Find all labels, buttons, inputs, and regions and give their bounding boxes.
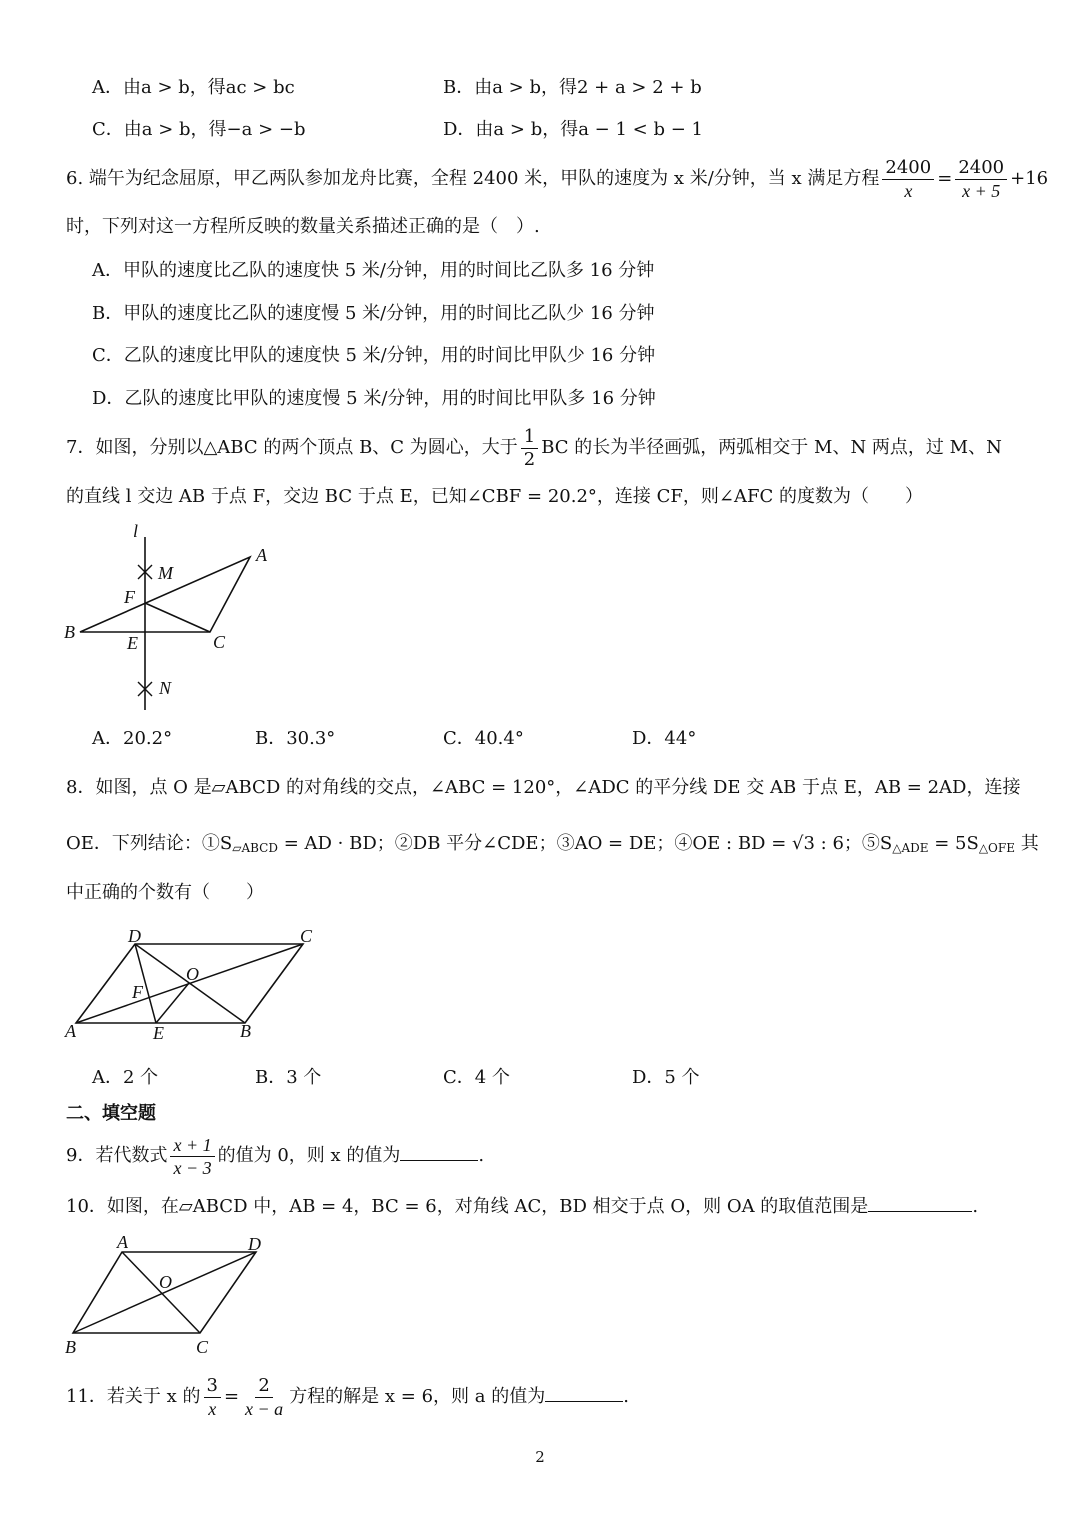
q8-stem-text-d: 其 (1014, 833, 1039, 854)
q9-fraction (170, 1134, 214, 1179)
q7-label-n: N (159, 678, 172, 698)
q8-option-d: D．5 个 (632, 1067, 700, 1088)
q7-label-a: A (256, 545, 267, 565)
q7-figure (60, 515, 290, 725)
q11-frac2-numerator: 2 (255, 1375, 272, 1398)
q10-answer-blank[interactable] (868, 1193, 972, 1212)
q9-answer-blank[interactable] (400, 1142, 478, 1161)
q6-equals: = (937, 168, 953, 189)
q9-stem (66, 1132, 484, 1180)
q7-stem-line2: 的直线 l 交边 AB 于点 F，交边 BC 于点 E，已知∠CBF = 20.2°，连接 CF，则∠AFC 的度数为（ ） (66, 486, 923, 507)
q7-label-f: F (124, 587, 135, 607)
q6-fraction-2 (955, 157, 1007, 202)
q8-label-d: D (128, 926, 141, 946)
q11-stem-text: 11．若关于 x 的 (66, 1386, 201, 1407)
q10-stem-text: 10．如图，在▱ABCD 中，AB = 4，BC = 6，对角线 AC，BD 相交于点 O，则 OA 的取值范围是 (66, 1196, 869, 1217)
q5-option-c: C．由a > b，得−a > −b (92, 119, 306, 140)
q10-label-b: B (65, 1337, 76, 1357)
q8-stem-text-b: = AD · BD；②DB 平分∠CDE；③AO = DE；④OE : BD = √3 : 6；⑤S (277, 833, 893, 854)
q6-frac1-denominator: x (904, 180, 913, 201)
q6-stem-line2: 时，下列对这一方程所反映的数量关系描述正确的是（ ）. (66, 216, 540, 237)
q6-frac2-numerator: 2400 (955, 157, 1007, 180)
q7-option-d: D．44° (632, 728, 697, 749)
q11-equals: = (223, 1386, 240, 1407)
q9-stem-text-2: 的值为 0，则 x 的值为 (217, 1145, 401, 1166)
q9-frac-denominator: x − 3 (173, 1157, 212, 1178)
q6-option-d: D．乙队的速度比甲队的速度慢 5 米/分钟，用的时间比甲队多 16 分钟 (92, 388, 656, 409)
q10-label-o: O (159, 1272, 172, 1292)
q10-label-c: C (196, 1337, 209, 1357)
q6-fraction-1 (882, 157, 934, 202)
q5-option-a: A．由a > b，得ac > bc (92, 77, 295, 98)
q7-label-c: C (213, 632, 226, 652)
q9-stem-text: 9．若代数式 (66, 1145, 168, 1166)
q8-option-b: B．3 个 (255, 1067, 322, 1088)
q8-option-a: A．2 个 (92, 1067, 159, 1088)
q7-label-e: E (127, 633, 138, 653)
q7-label-l: l (133, 521, 139, 541)
q8-label-e: E (153, 1023, 164, 1043)
q5-option-d: D．由a > b，得a − 1 < b − 1 (443, 119, 703, 140)
q11-end-period: . (623, 1386, 629, 1407)
q7-option-c: C．40.4° (443, 728, 524, 749)
q9-frac-numerator: x + 1 (170, 1134, 214, 1157)
q10-stem (66, 1193, 978, 1220)
q8-stem-line3: 中正确的个数有（ ） (66, 882, 264, 903)
q7-option-b: B．30.3° (255, 728, 336, 749)
q9-end-period: . (478, 1145, 485, 1166)
q8-subscript-3: △OFE (978, 841, 1015, 855)
q11-fraction-1 (204, 1375, 221, 1420)
q11-frac1-denominator: x (208, 1398, 217, 1419)
q7-option-a: A．20.2° (92, 728, 173, 749)
q7-fraction-half (521, 426, 538, 471)
q10-label-d: D (248, 1234, 261, 1254)
q10-label-a: A (117, 1232, 128, 1252)
q8-label-o: O (186, 964, 199, 984)
q8-subscript-1: ▱ABCD (232, 841, 278, 855)
q6-option-c: C．乙队的速度比甲队的速度快 5 米/分钟，用的时间比甲队少 16 分钟 (92, 345, 656, 366)
q6-frac1-numerator: 2400 (882, 157, 934, 180)
q8-label-b: B (240, 1021, 251, 1041)
q8-label-c: C (300, 926, 313, 946)
q8-stem-line1: 8．如图，点 O 是▱ABCD 的对角线的交点，∠ABC = 120°，∠ADC 的平分线 DE 交 AB 于点 E，AB = 2AD，连接 (66, 777, 1021, 798)
q6-option-a: A．甲队的速度比乙队的速度快 5 米/分钟，用的时间比乙队多 16 分钟 (92, 260, 655, 281)
q11-answer-blank[interactable] (545, 1383, 623, 1402)
section-heading-fill-in: 二、填空题 (66, 1103, 156, 1124)
q7-stem-line1 (66, 424, 1002, 472)
q6-stem-line1 (66, 155, 1048, 203)
page-number: 2 (535, 1448, 545, 1466)
q11-fraction-2 (242, 1375, 286, 1420)
q6-frac2-denominator: x + 5 (962, 180, 1001, 201)
q8-label-a: A (65, 1021, 76, 1041)
q11-stem-text-2: 方程的解是 x = 6，则 a 的值为 (289, 1386, 546, 1407)
q6-equation-tail: +16 (1010, 168, 1049, 189)
q11-frac2-denominator: x − a (245, 1398, 284, 1419)
q5-option-b: B．由a > b，得2 + a > 2 + b (443, 77, 702, 98)
q6-option-b: B．甲队的速度比乙队的速度慢 5 米/分钟，用的时间比乙队少 16 分钟 (92, 303, 655, 324)
q7-frac-numerator: 1 (521, 426, 538, 449)
q7-stem-text: 7．如图，分别以△ABC 的两个顶点 B、C 为圆心，大于 (66, 437, 518, 458)
q7-label-b: B (64, 622, 75, 642)
q11-frac1-numerator: 3 (204, 1375, 221, 1398)
q8-option-c: C．4 个 (443, 1067, 510, 1088)
q8-subscript-2: △ADE (892, 841, 929, 855)
q7-label-m: M (158, 563, 173, 583)
q7-frac-denominator: 2 (523, 448, 536, 470)
q8-label-f: F (132, 982, 143, 1002)
q11-stem (66, 1373, 629, 1421)
q7-stem-text-2: BC 的长为半径画弧，两弧相交于 M、N 两点，过 M、N (541, 437, 1002, 458)
q10-figure (60, 1230, 280, 1360)
q8-stem-text-c: = 5S (928, 833, 979, 854)
q10-end-period: . (972, 1196, 979, 1217)
q8-stem-line2 (66, 831, 1039, 861)
q8-figure (60, 925, 330, 1045)
q6-stem-text: 6. 端午为纪念屈原，甲乙两队参加龙舟比赛，全程 2400 米，甲队的速度为 x 米/分钟，当 x 满足方程 (66, 168, 880, 189)
q8-stem-text-a: OE．下列结论：①S (66, 833, 233, 854)
